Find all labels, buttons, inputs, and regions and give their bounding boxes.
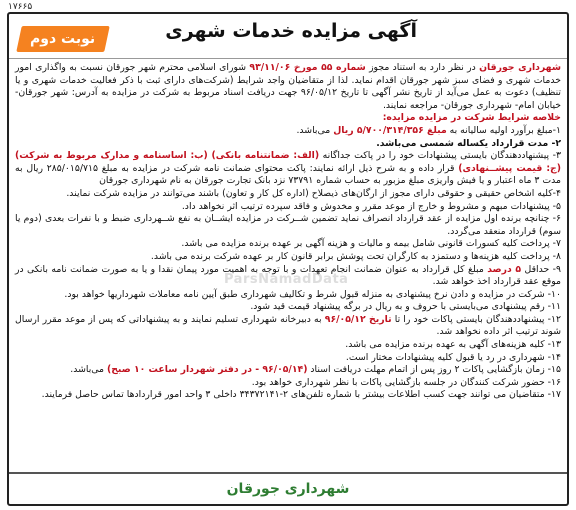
ad-title: آگهی مزایده خدمات شهری [165,20,417,42]
item-12-date: تاریخ ۹۶/۰۵/۱۲ [324,313,392,325]
item-12 [15,314,561,339]
item-1-amount: مبلغ ۵/۷۰۰/۳۱۴/۳۵۶ ریال [333,124,447,136]
item-15 [15,364,561,377]
ad-frame [7,12,569,506]
item-12-tail: به دبیرخانه شهرداری تسلیم نمایند و به پیشنهاداتی که پس از موعد مقرر ارسال شوند ترتیب اثر داده نخواهد شد. [15,313,561,338]
item-14: ۱۴- شهرداری در رد یا قبول کلیه پیشنهادات مختار است. [345,351,561,363]
item-16: ۱۶- حضور شرکت کنندگان در جلسه بازگشایی پاکات با نظر شهرداری خواهد بود. [251,376,561,388]
item-12-text: ۱۲- پیشنهاددهندگان بایستی پاکات خود را تا [391,313,562,325]
item-1-text: ۱-مبلغ برآورد اولیه سالیانه به [446,124,561,136]
item-1 [15,125,561,138]
item-15-text: ۱۵- زمان بازگشایی پاکات ۲ روز پس از اتمام مهلت دریافت اسناد [307,364,561,376]
item-3-text: ۳- پیشنهاددهندگان بایستی پیشنهادات خود را در پاکت جداگانه [319,150,561,162]
item-9-text: ۹- حداقل [521,263,561,275]
item-3-envelopes: (الف: ضمانتنامه بانکی) (ب: اساسنامه و مدارک مربوط به شرکت) (ج: قیمت پیشــنهادی) [15,150,561,174]
ad-header [9,14,567,59]
item-9-percent: ۵ درصد [487,263,522,275]
item-4: ۴-کلیه اشخاص حقیقی و حقوقی دارای مجوز از ارگان‌های ذیصلاح (اداره کل کار و تعاون) باشند می‌توانند در مزایده شرکت نمایند. [66,187,561,199]
item-2: ۲- مدت قرارداد یکساله شمسی می‌باشد. [376,137,561,149]
intro-paragraph [15,62,561,112]
watermark: ParsNamadData [224,272,349,287]
item-17: ۱۷- متقاضیان می توانند جهت کسب اطلاعات بیشتر با شماره تلفن‌های ۲-۳۴۳۷۲۱۴۱ داخلی ۳ واحد امور قراردادها تماس حاصل فرمایند. [41,389,561,401]
item-15-tail: می‌باشد. [70,364,107,376]
municipality-name: شهرداری جورقان [479,62,561,73]
footer-signature: شهرداری جورقان [226,481,350,497]
round-badge-label: نوبت دوم [30,31,96,47]
ad-footer [9,472,567,504]
item-7: ۷- پرداخت کلیه کسورات قانونی شامل بیمه و مالیات و هزینه آگهی بر عهده برنده مزایده می باشد. [181,238,561,250]
ad-body [15,62,561,402]
round-badge [16,26,110,52]
item-9-tail: مبلغ کل قرارداد به عنوان ضمانت انجام تعهدات و با توجه به اهمیت مورد پیمان نقدا و یا به صورت ضمانت نامه بانکی در موقع عقد قرارداد اخذ خواهد شد. [15,263,561,288]
item-1-tail: می‌باشد. [296,124,334,136]
item-8: ۸- پرداخت کلیه هزینه‌ها و دستمزد به کارگران تحت پوشش برابر قانون کار بر عهده شرکت برنده می باشد. [150,250,561,262]
item-15-opening: (۹۶/۰۵/۱۴ - در دفتر شهردار ساعت ۱۰ صبح) [106,364,308,376]
item-5: ۵- پیشنهادات مبهم و مشروط و خارج از موعد مقرر و مخدوش و فاقد سپرده ترتیب اثر نخواهد داد. [181,200,561,212]
item-10: ۱۰- شرکت در مزایده و دادن نرخ پیشنهادی به منزله قبول شرط و تکالیف شهرداری طبق آیین نامه معاملات شهرداریها خواهد بود. [64,288,561,300]
item-3 [15,150,561,188]
intro-text-a: در نظر دارد به استناد مجوز [365,62,480,73]
item-3-tail: قرار داده و به شرح ذیل ارائه نمایند: پاکت محتوای ضمانت نامه شرکت در مزایده به مبلغ ۲۸۵/۰۱۵/۷۱۵ ریال به مدت ۳ ماه اعتبار و یا فیش واریزی مبلغ مزبور به حساب شماره ۷۳۷۹۱ نزد بانک تجارت جورقان به نام شهرداری جورقان [15,162,561,187]
intro-text-b: شورای اسلامی محترم شهر جورقان نسبت به واگذاری امور خدمات شهری و فضای سبز شهر جورقان اقدام نماید. لذا از متقاضیان واجد شرایط (شرکت‌های دارای ثبت با ذکر فعالیت خدمات شهری و یا تنظیف) دعوت به عمل می‌آید از تاریخ نشر آگهی تا تاریخ ۹۶/۰۵/۱۲ جهت دریافت اسناد مربوط به شرکت در مزایده به آدرس: شهر جورقان- خیابان امام- شهرداری جورقان- مراجعه نمایند. [15,62,561,111]
item-13: ۱۳- کلیه هزینه‌های آگهی به عهده برنده مزایده می باشد. [345,339,561,351]
permit-number: شماره ۵۵ مورخ ۹۳/۱۱/۰۶ [249,62,366,73]
conditions-title: خلاصه شرایط شرکت در مزایده مزایده: [382,112,561,124]
item-6: ۶- چنانچه برنده اول مزایده از عقد قرارداد انصراف نماید تضمین شــرکت در مزایده ایشــان به نفع شــهرداری ضبط و با نفرات بعدی (دوم یا سوم) قرارداد منعقد می‌گردد. [15,213,561,237]
ad-id: ۱۷۶۶۵ [8,2,33,12]
item-11: ۱۱- رقم پیشنهادی می‌بایستی با حروف و به ریال در برگه پیشنهاد قیمت قید شود. [250,301,561,313]
